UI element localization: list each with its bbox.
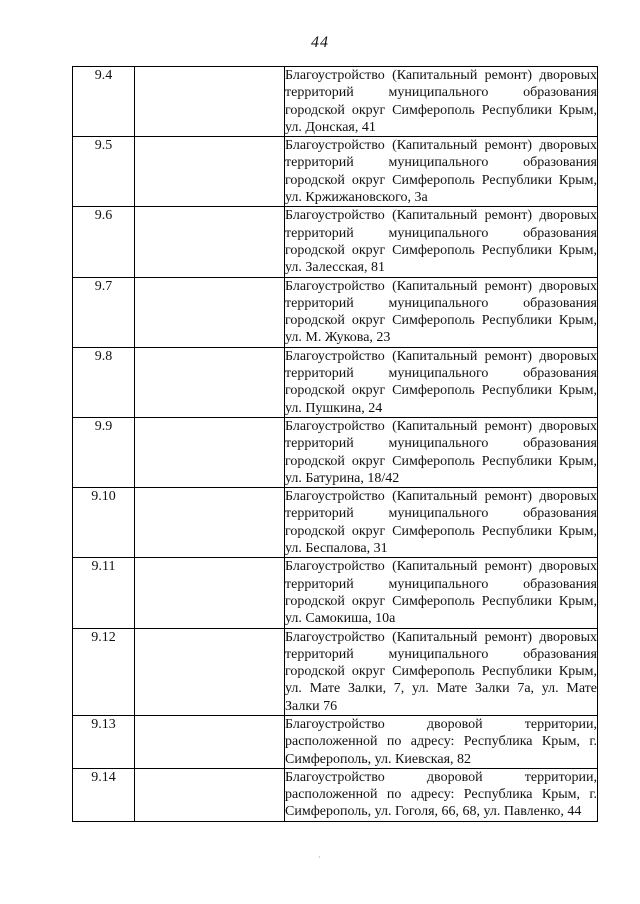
page-number: 44 (311, 34, 329, 51)
empty-cell (135, 628, 285, 715)
row-number: 9.4 (73, 67, 135, 137)
row-number: 9.6 (73, 207, 135, 277)
row-description: Благоустройство (Капитальный ремонт) дворовых территорий муниципального образования городской округ Симферополь Республики Крым, ул. Залесская, 81 (285, 208, 597, 276)
empty-cell (135, 137, 285, 207)
empty-cell (135, 417, 285, 487)
program-table (72, 66, 598, 822)
empty-cell (135, 207, 285, 277)
table-row (73, 347, 598, 417)
row-description: Благоустройство (Капитальный ремонт) дворовых территорий муниципального образования городской округ Симферополь Республики Крым, ул. Донская, 41 (285, 68, 597, 135)
row-description: Благоустройство (Капитальный ремонт) дворовых территорий муниципального образования городской округ Симферополь Республики Крым, ул. Беспалова, 31 (285, 489, 597, 557)
row-number: 9.9 (73, 417, 135, 487)
empty-cell (135, 347, 285, 417)
scan-speck: · (318, 853, 321, 862)
row-number: 9.7 (73, 277, 135, 347)
empty-cell (135, 488, 285, 558)
row-description: Благоустройство (Капитальный ремонт) дворовых территорий муниципального образования городской округ Симферополь Республики Крым, ул. М. Жукова, 23 (285, 278, 597, 346)
table-row (73, 558, 598, 628)
row-description: Благоустройство (Капитальный ремонт) дворовых территорий муниципального образования городской округ Симферополь Республики Крым, ул. Мате Залки, 7, ул. Мате Залки 7а, ул. Мате Залки 76 (285, 629, 597, 714)
row-number: 9.13 (73, 715, 135, 768)
row-description: Благоустройство (Капитальный ремонт) дворовых территорий муниципального образования городской округ Симферополь Республики Крым, ул. Самокиша, 10а (285, 559, 597, 627)
row-description: Благоустройство (Капитальный ремонт) дворовых территорий муниципального образования городской округ Симферополь Республики Крым, ул. Батурина, 18/42 (285, 418, 597, 486)
row-number: 9.8 (73, 347, 135, 417)
empty-cell (135, 768, 285, 821)
row-description: Благоустройство дворовой территории, расположенной по адресу: Республика Крым, г. Симферополь, ул. Киевская, 82 (285, 716, 597, 767)
row-description: Благоустройство (Капитальный ремонт) дворовых территорий муниципального образования городской округ Симферополь Республики Крым, ул. Кржижановского, 3а (285, 138, 597, 206)
row-description: Благоустройство (Капитальный ремонт) дворовых территорий муниципального образования городской округ Симферополь Республики Крым, ул. Пушкина, 24 (285, 348, 597, 416)
row-number: 9.12 (73, 628, 135, 715)
empty-cell (135, 277, 285, 347)
row-number: 9.10 (73, 488, 135, 558)
empty-cell (135, 67, 285, 137)
row-description: Благоустройство дворовой территории, расположенной по адресу: Республика Крым, г. Симферополь, ул. Гоголя, 66, 68, ул. Павленко, 44 (285, 769, 597, 820)
table-row (73, 628, 598, 715)
table-row (73, 277, 598, 347)
table-row (73, 67, 598, 137)
row-number: 9.14 (73, 768, 135, 821)
table-row (73, 137, 598, 207)
empty-cell (135, 558, 285, 628)
row-number: 9.5 (73, 137, 135, 207)
table-row (73, 768, 598, 821)
table-row (73, 207, 598, 277)
table-row (73, 715, 598, 768)
table-row (73, 488, 598, 558)
empty-cell (135, 715, 285, 768)
row-number: 9.11 (73, 558, 135, 628)
table-row (73, 417, 598, 487)
